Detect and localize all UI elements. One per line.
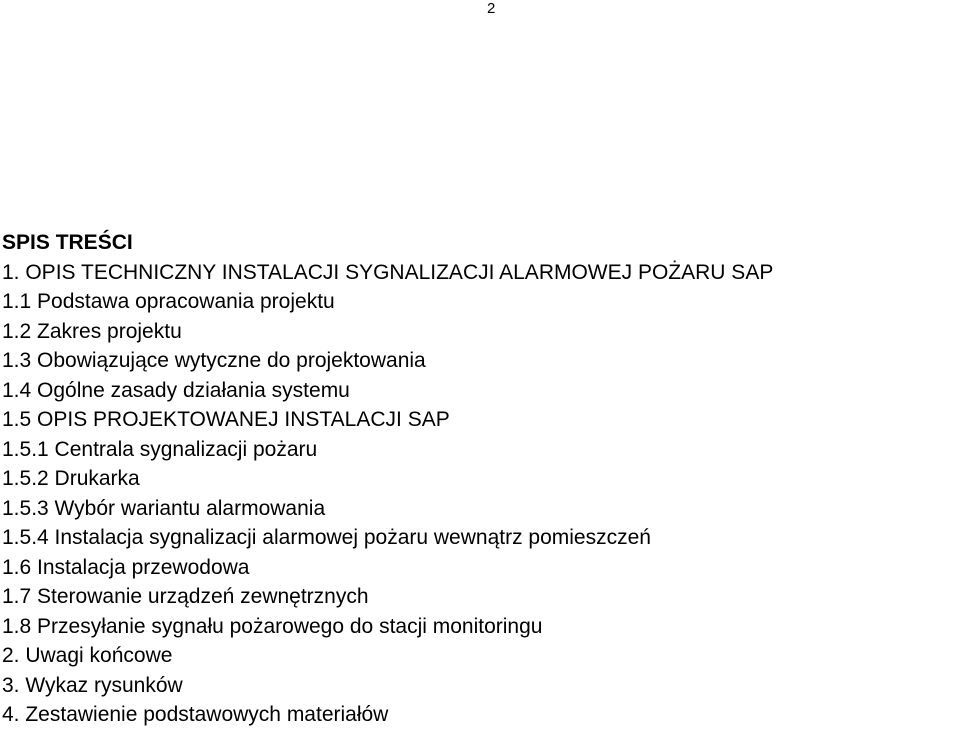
toc-item-1-1: 1.1 Podstawa opracowania projektu [2, 290, 335, 313]
toc-item-1-5-4: 1.5.4 Instalacja sygnalizacji alarmowej pożaru wewnątrz pomieszczeń [2, 526, 651, 549]
toc-item-1-4: 1.4 Ogólne zasady działania systemu [2, 378, 350, 402]
toc-item-1-8: 1.8 Przesyłanie sygnału pożarowego do stacji monitoringu [2, 614, 543, 638]
table-of-contents [2, 228, 958, 730]
toc-item-1-5-3: 1.5.3 Wybór wariantu alarmowania [2, 496, 326, 520]
toc-item-1-5: 1.5 OPIS PROJEKTOWANEJ INSTALACJI SAP [2, 408, 450, 431]
toc-item-4: 4. Zestawienie podstawowych materiałów [2, 703, 389, 726]
toc-item-2: 2. Uwagi końcowe [2, 644, 173, 667]
toc-item-1-7: 1.7 Sterowanie urządzeń zewnętrznych [2, 585, 369, 608]
toc-item-1-6: 1.6 Instalacja przewodowa [2, 555, 250, 579]
page-number: 2 [487, 0, 496, 17]
toc-item-1-5-1: 1.5.1 Centrala sygnalizacji pożaru [2, 437, 318, 461]
toc-item-1-3: 1.3 Obowiązujące wytyczne do projektowania [2, 349, 426, 372]
toc-list [2, 258, 958, 730]
toc-item-1-5-2: 1.5.2 Drukarka [2, 467, 140, 490]
toc-item-1: 1. OPIS TECHNICZNY INSTALACJI SYGNALIZACJI ALARMOWEJ POŻARU SAP [2, 260, 774, 284]
toc-item-1-2: 1.2 Zakres projektu [2, 319, 182, 343]
toc-title: SPIS TREŚCI [2, 231, 133, 254]
toc-item-3: 3. Wykaz rysunków [2, 673, 183, 697]
